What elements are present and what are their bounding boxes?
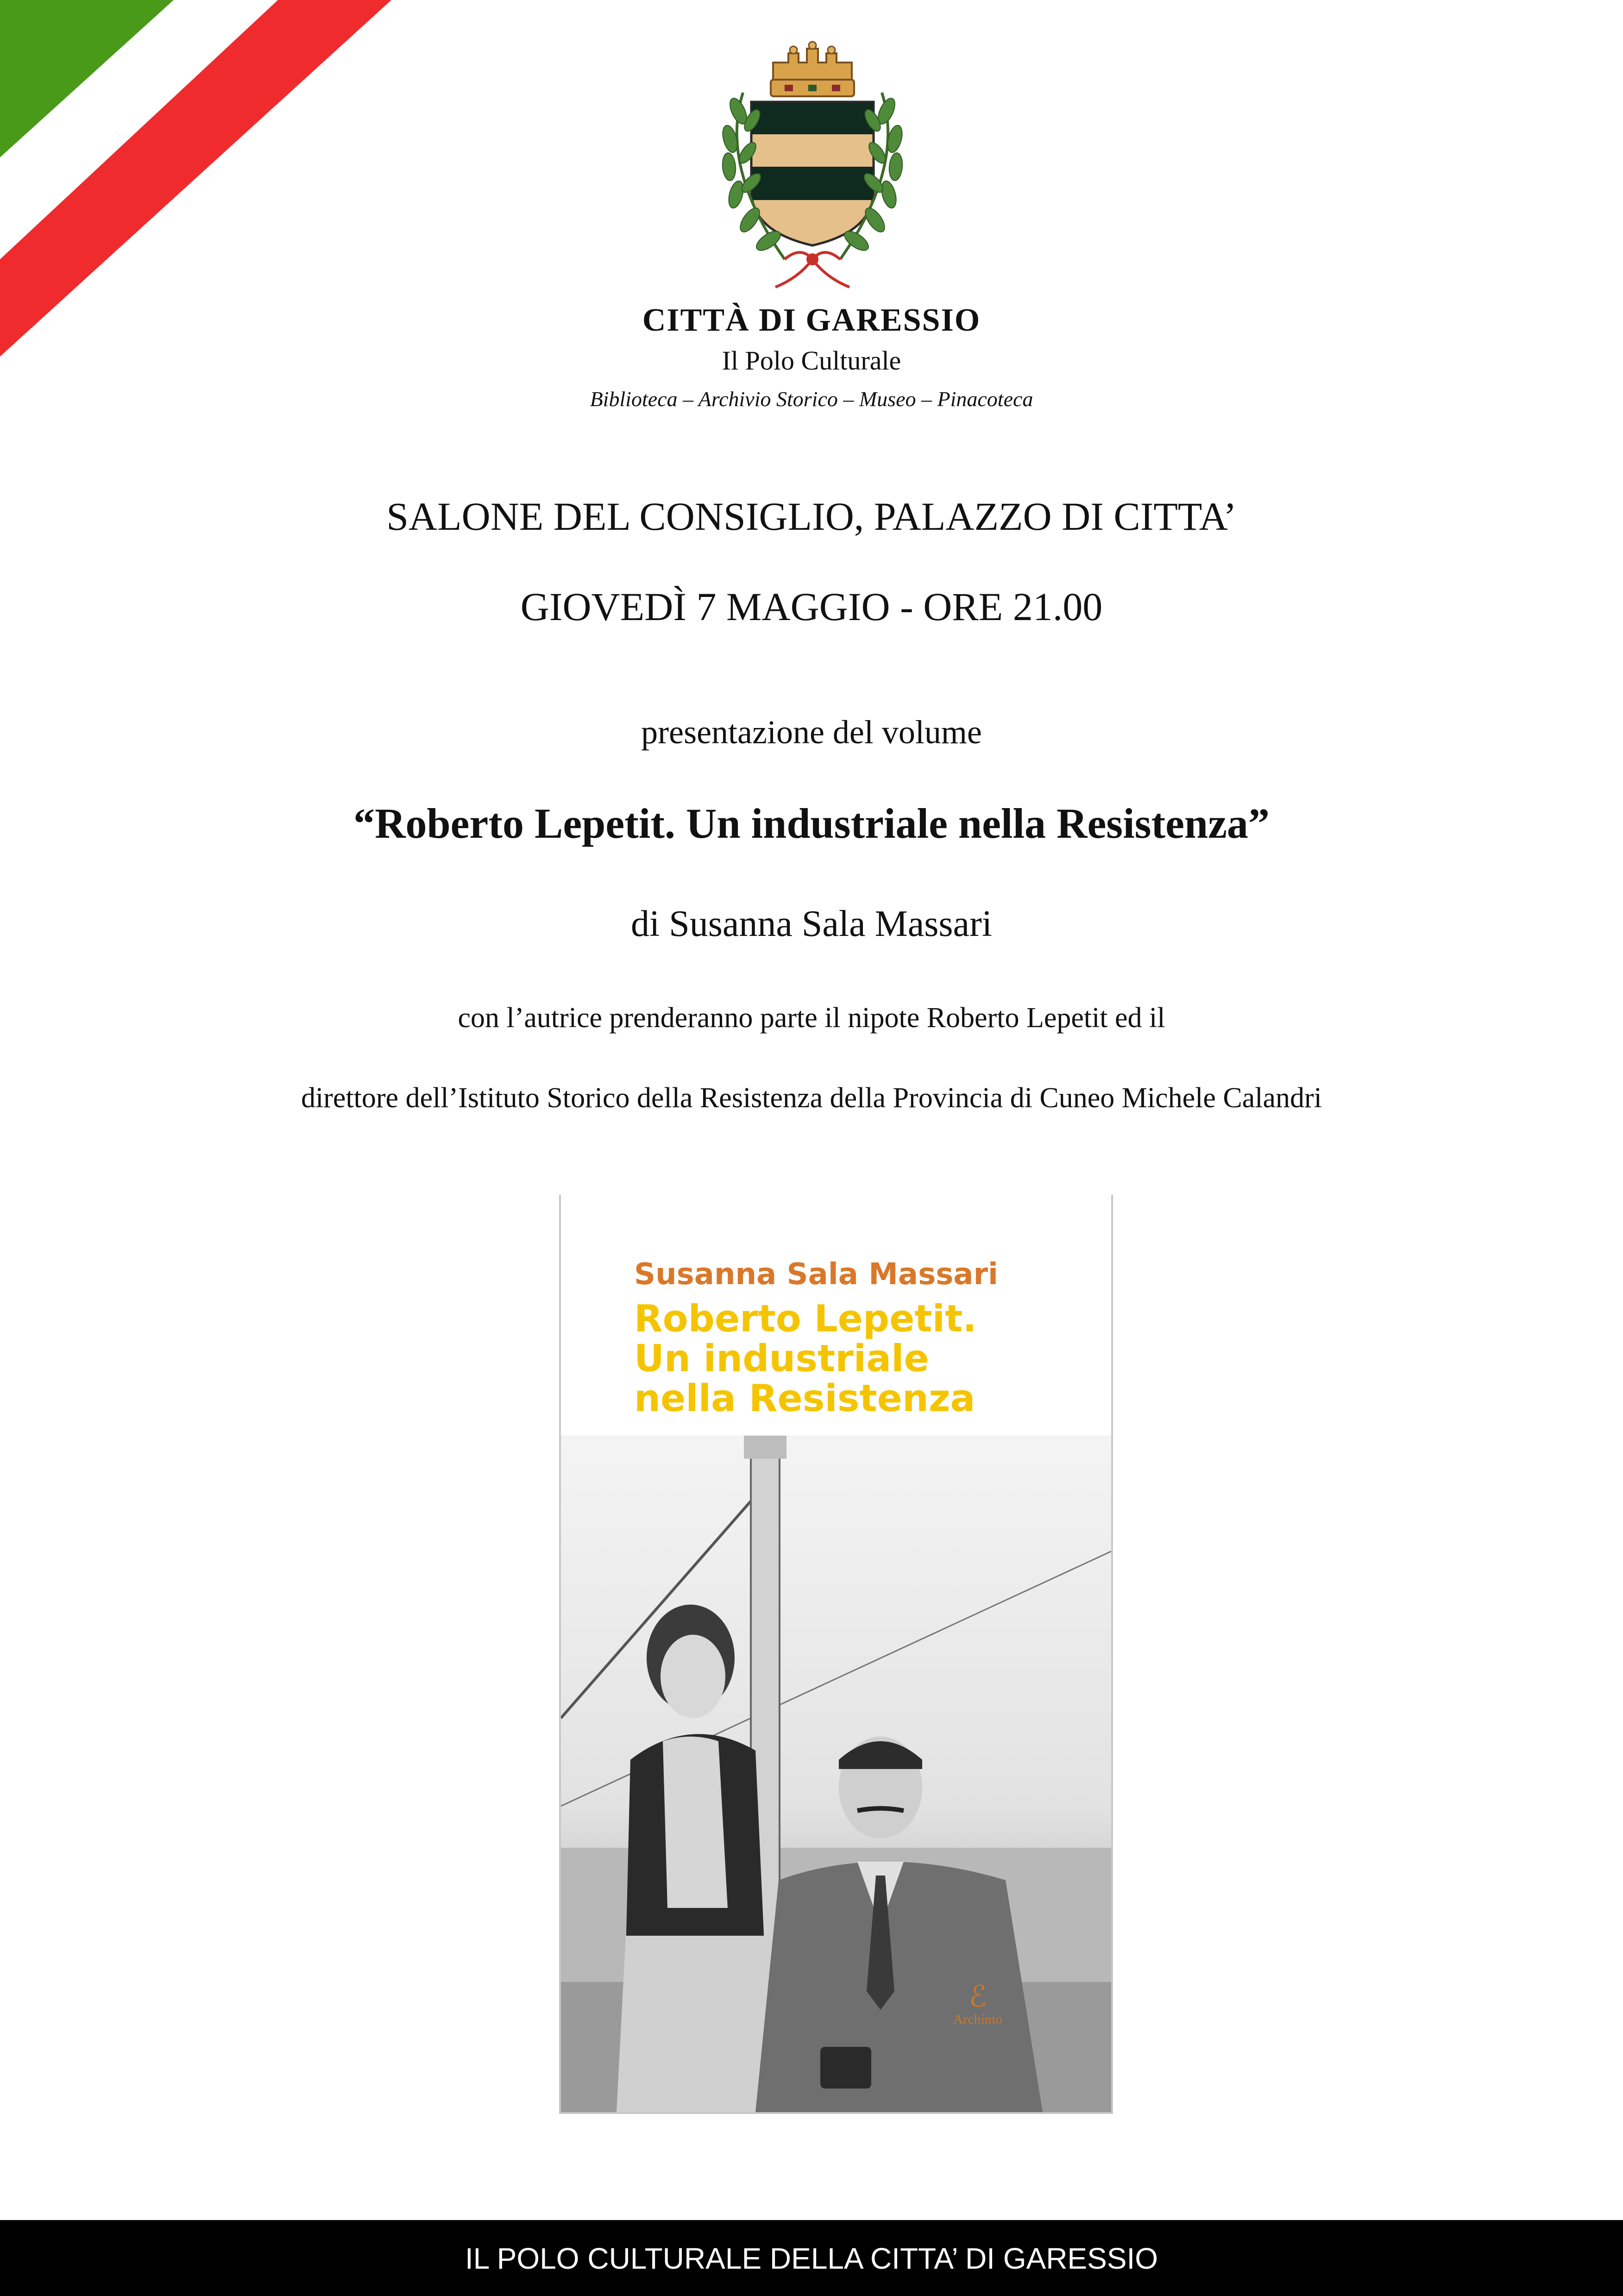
participants-line-1: con l’autrice prenderanno parte il nipote Roberto Lepetit ed il: [458, 1002, 1165, 1034]
organization-name: Il Polo Culturale: [722, 345, 901, 376]
book-cover: [559, 1195, 1113, 2114]
organization-services: Biblioteca – Archivio Storico – Museo – Pinacoteca: [590, 387, 1033, 411]
black-and-white-photo-couple-on-boat: [561, 1436, 1111, 2112]
shield-icon: [751, 102, 874, 245]
ribbon-bow-icon: [775, 252, 849, 287]
book-author: di Susanna Sala Massari: [631, 903, 992, 944]
book-title: “Roberto Lepetit. Un industriale nella Resistenza”: [353, 800, 1270, 847]
footer-text: IL POLO CULTURALE DELLA CITTA’ DI GARESSIO: [465, 2242, 1158, 2275]
cover-title-line: Roberto Lepetit.: [634, 1297, 977, 1340]
publisher-name: Archinto: [953, 2012, 1003, 2027]
cover-title: [634, 1299, 977, 1418]
coat-of-arms-icon: [692, 28, 933, 292]
publisher-logo: [945, 1982, 1010, 2027]
event-venue: SALONE DEL CONSIGLIO, PALAZZO DI CITTA’: [386, 494, 1237, 539]
footer-bar: [0, 2220, 1623, 2296]
publisher-symbol-icon: ℰ: [969, 1980, 987, 2014]
city-name: CITTÀ DI GARESSIO: [642, 302, 981, 338]
cover-title-line: Un industriale: [634, 1337, 929, 1380]
participants-line-2: direttore dell’Istituto Storico della Resistenza della Provincia di Cuneo Michele Calandri: [301, 1082, 1322, 1114]
cover-author: Susanna Sala Massari: [634, 1257, 998, 1292]
event-datetime: GIOVEDÌ 7 MAGGIO - ORE 21.00: [520, 584, 1103, 629]
presentation-intro: presentazione del volume: [641, 714, 982, 751]
crown-icon: [771, 42, 854, 96]
cover-title-line: nella Resistenza: [634, 1377, 975, 1420]
